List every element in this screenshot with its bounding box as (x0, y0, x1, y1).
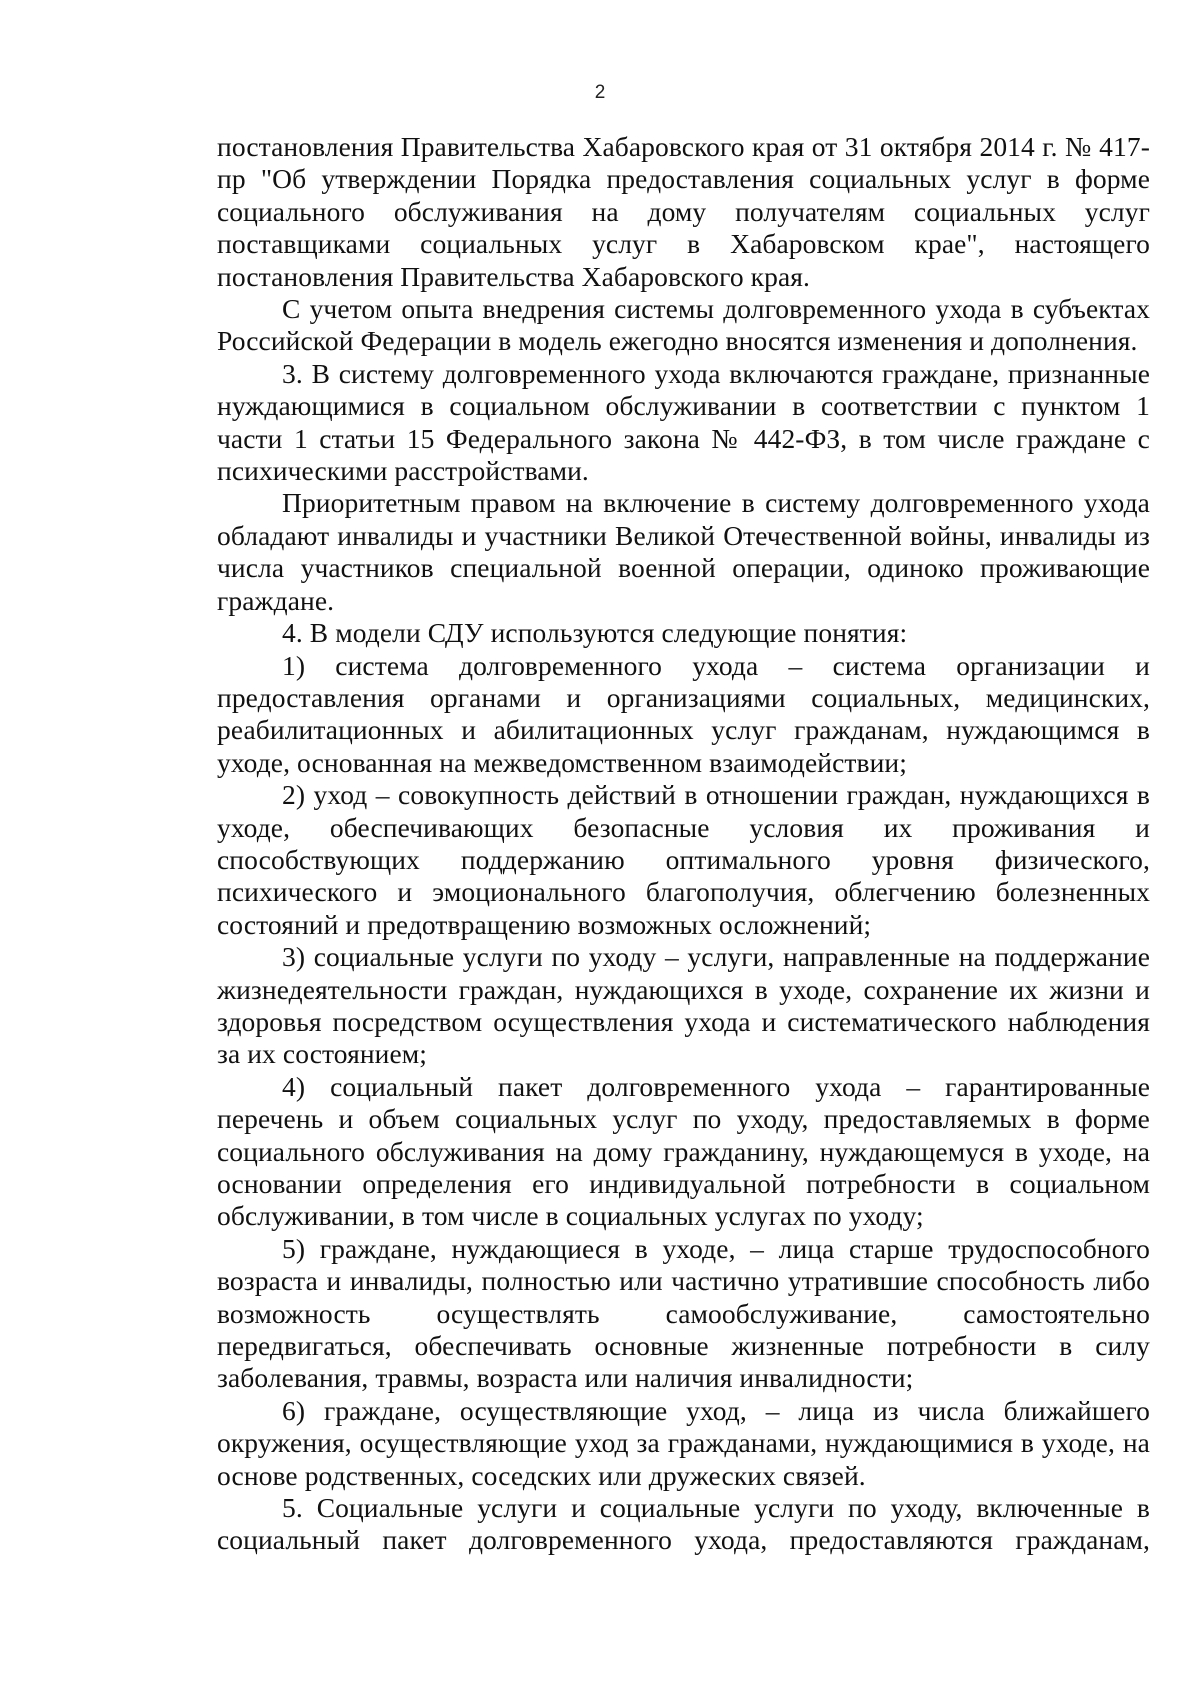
paragraph-item-4 (217, 617, 1150, 649)
text-line: 4) социальный пакет долговременного ухода – гарантированные (282, 1070, 1150, 1102)
text-line: 6) граждане, осуществляющие уход, – лица из числа ближайшего (282, 1394, 1150, 1426)
text-line: обеспечивать основные жизненные потребности в силу заболевания, травмы, (217, 1330, 1150, 1394)
text-line: 3. В систему долговременного ухода включаются граждане, признанные (282, 357, 1150, 389)
paragraph-definition-5 (217, 1233, 1150, 1395)
paragraph-definition-1 (217, 650, 1150, 780)
text-line: в уходе, обеспечивающих безопасные условия их проживания и способствующих (217, 779, 1150, 875)
text-line: 2) уход – совокупность действий в отношении граждан, нуждающихся (282, 779, 1129, 811)
text-line: 3) социальные услуги по уходу – услуги, направленные на поддержание (282, 941, 1150, 973)
text-line: жизнедеятельности граждан, нуждающихся в уходе, сохранение их жизни и (217, 973, 1150, 1005)
text-line: основании определения его индивидуальной потребности в социальном (217, 1168, 1150, 1199)
text-line: части 1 статьи 15 Федерального закона № 442-ФЗ, в том числе граждане с (217, 422, 1150, 454)
paragraph-item-5 (217, 1492, 1150, 1557)
paragraph-item-3 (217, 358, 1150, 488)
text-line: поддержанию оптимального уровня физического, психического и (217, 843, 1150, 908)
text-line: за их состоянием; (217, 1038, 428, 1070)
text-line: предоставления органами и организациями социальных, медицинских, (217, 681, 1150, 713)
document-body (217, 131, 1150, 1557)
paragraph-definition-2 (217, 779, 1150, 941)
paragraph-definition-4 (217, 1071, 1150, 1233)
paragraph-definition-6 (217, 1395, 1150, 1492)
paragraph-priority-right (217, 487, 1150, 617)
text-line: С учетом опыта внедрения системы долговременного ухода в субъектах (282, 293, 1150, 325)
text-line: окружения, осуществляющие уход за гражданами, нуждающимися в уходе, на (217, 1427, 1150, 1459)
text-line: основе родственных, соседских или дружеских связей. (217, 1459, 866, 1491)
text-line: Приоритетным правом на включение в систему долговременного ухода (282, 487, 1150, 519)
text-line: Российской Федерации в модель ежегодно вносятся изменения и дополнения. (217, 325, 1138, 357)
text-line: обслуживании, в том числе в социальных услугах по уходу; (217, 1200, 924, 1232)
text-line: 5) граждане, нуждающиеся в уходе, – лица старше трудоспособного (282, 1232, 1150, 1264)
text-line: постановления Правительства Хабаровского края. (217, 260, 810, 292)
text-line: эмоционального благополучия, облегчению болезненных состояний и (217, 876, 1150, 940)
text-line: предотвращению возможных осложнений; (367, 908, 872, 940)
paragraph-definition-3 (217, 941, 1150, 1071)
text-line: № 417-пр "Об утверждении Порядка предоставления социальных услуг в (217, 131, 1150, 195)
text-line: социальный пакет долговременного ухода, предоставляются гражданам, (217, 1524, 1150, 1556)
text-line: 1) система долговременного ухода – система организации и (282, 649, 1150, 681)
text-line: 5. Социальные услуги и социальные услуги по уходу, включенные в (282, 1492, 1150, 1524)
text-line: возраста и инвалиды, полностью или частично утратившие способность либо (217, 1265, 1150, 1297)
page-number: 2 (594, 82, 606, 103)
text-line: психическими расстройствами. (217, 455, 589, 487)
text-line: возраста или наличия инвалидности; (476, 1362, 914, 1394)
text-line: 4. В модели СДУ используются следующие понятия: (282, 617, 908, 649)
text-line: уходе, основанная на межведомственном взаимодействии; (217, 746, 907, 778)
text-line: поставщиками социальных услуг в Хабаровском крае", настоящего (217, 228, 1150, 260)
text-line: обладают инвалиды и участники Великой Отечественной войны, инвалиды из (217, 519, 1150, 551)
text-line: перечень и объем социальных услуг по уходу, предоставляемых в форме (217, 1103, 1150, 1135)
paragraph-model-updates (217, 293, 1150, 358)
text-line: здоровья посредством осуществления ухода и систематического наблюдения (217, 1005, 1150, 1037)
text-line: социального обслуживания на дому гражданину, нуждающемуся в уходе, на (217, 1135, 1150, 1167)
paragraph-resolution-reference (217, 131, 1150, 293)
text-line: числа участников специальной военной операции, одиноко проживающие (217, 552, 1150, 584)
text-line: граждане. (217, 584, 335, 616)
text-line: возможность осуществлять самообслуживание, самостоятельно передвигаться, (217, 1297, 1150, 1362)
text-line: постановления Правительства Хабаровского края от 31 октября 2014 г. (217, 131, 1058, 162)
text-line: реабилитационных и абилитационных услуг гражданам, нуждающимся в (217, 714, 1150, 746)
text-line: нуждающимися в социальном обслуживании в соответствии с пунктом 1 (217, 390, 1150, 422)
text-line: форме социального обслуживания на дому получателям социальных услуг (217, 163, 1150, 227)
